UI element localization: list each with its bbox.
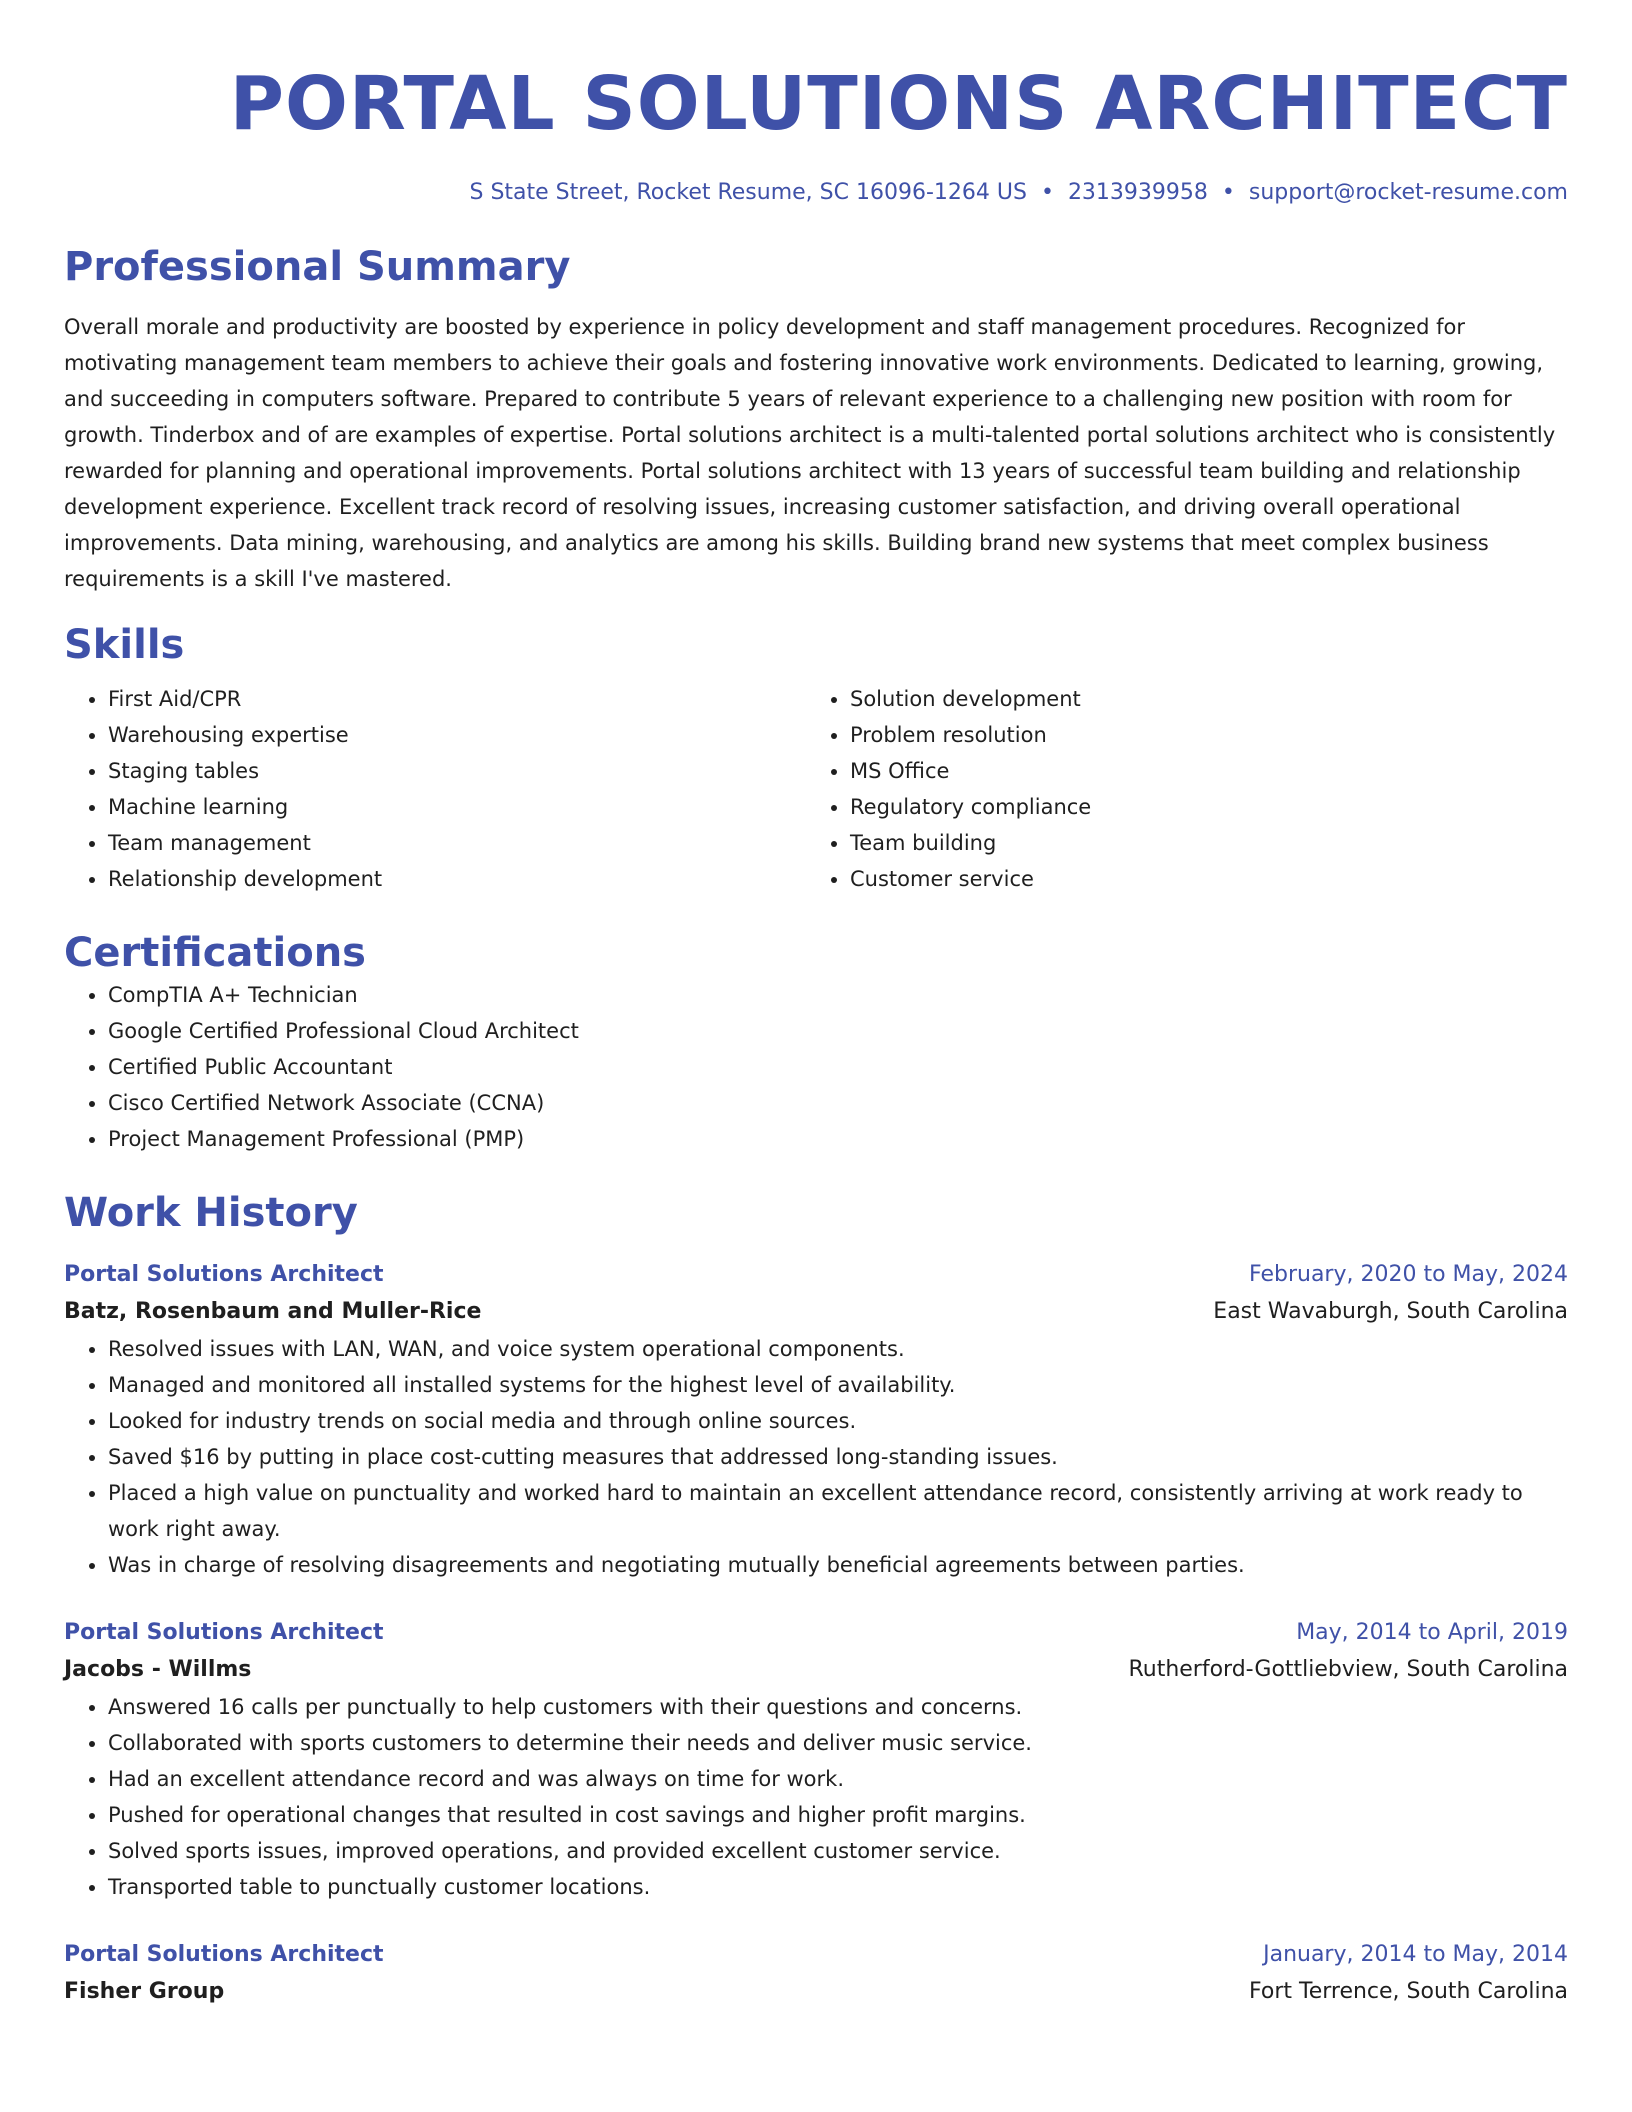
job-title-row — [64, 1257, 1568, 1293]
job-company-row — [64, 1651, 1568, 1689]
job-company-row — [64, 1973, 1568, 2011]
certification-item: • Certified Public Accountant — [108, 1049, 1568, 1085]
skill-item: • Staging tables — [108, 753, 806, 789]
job-dates: February, 2020 to May, 2024 — [1249, 1262, 1568, 1287]
job-entry — [64, 1937, 1568, 2011]
summary-heading: Professional Summary — [64, 244, 571, 290]
job-bullet: • Looked for industry trends on social media and through online sources. — [108, 1403, 1568, 1439]
skill-item: • First Aid/CPR — [108, 681, 806, 717]
job-company-row — [64, 1293, 1568, 1331]
resume-name: PORTAL SOLUTIONS ARCHITECT — [229, 61, 1568, 147]
job-bullet: • Transported table to punctually customer locations. — [108, 1869, 1568, 1905]
job-bullet: • Saved $16 by putting in place cost-cutting measures that addressed long-standing issues. — [108, 1439, 1568, 1475]
contact-separator: • — [1221, 180, 1235, 205]
job-bullet: • Solved sports issues, improved operations, and provided excellent customer service. — [108, 1833, 1568, 1869]
skill-item: • Team management — [108, 825, 806, 861]
job-company: Fisher Group — [64, 1979, 225, 2004]
job-entry — [64, 1257, 1568, 1583]
skill-item: • Machine learning — [108, 789, 806, 825]
skill-item: • Relationship development — [108, 861, 806, 897]
job-bullet: • Answered 16 calls per punctually to help customers with their questions and concerns. — [108, 1689, 1568, 1725]
skills-list-left — [64, 681, 806, 897]
skill-item: • Problem resolution — [850, 717, 1548, 753]
contact-email[interactable]: support@rocket-resume.com — [1248, 180, 1568, 205]
skill-item: • Warehousing expertise — [108, 717, 806, 753]
job-title: Portal Solutions Architect — [64, 1942, 384, 1967]
contact-address: S State Street, Rocket Resume, SC 16096-1264 US — [469, 180, 1027, 205]
skills-grid — [64, 681, 1568, 897]
job-location: Fort Terrence, South Carolina — [1249, 1979, 1568, 2004]
contact-phone: 2313939958 — [1067, 180, 1208, 205]
job-title: Portal Solutions Architect — [64, 1620, 384, 1645]
job-bullet: • Was in charge of resolving disagreements and negotiating mutually beneficial agreements between parties. — [108, 1547, 1568, 1583]
certification-item: • Cisco Certified Network Associate (CCNA) — [108, 1085, 1568, 1121]
skill-item: • Team building — [850, 825, 1548, 861]
job-bullet: • Pushed for operational changes that resulted in cost savings and higher profit margins. — [108, 1797, 1568, 1833]
certifications-list — [64, 977, 1568, 1157]
job-bullet: • Had an excellent attendance record and was always on time for work. — [108, 1761, 1568, 1797]
certification-item: • Project Management Professional (PMP) — [108, 1121, 1568, 1157]
summary-text: Overall morale and productivity are boosted by experience in policy development and staff management procedures. Recognized for motivating management team members to achieve their goals and fostering innovative work environments. Dedicated to learning, growing, and succeeding in computers software. Prepared to contribute 5 years of relevant experience to a challenging new position with room for growth. Tinderbox and of are examples of expertise. Portal solutions architect is a multi-talented portal solutions architect who is consistently rewarded for planning and operational improvements. Portal solutions architect with 13 years of successful team building and relationship development experience. Excellent track record of resolving issues, increasing customer satisfaction, and driving overall operational improvements. Data mining, warehousing, and analytics are among his skills. Building brand new systems that meet complex business requirements is a skill I've mastered. — [64, 315, 1556, 591]
job-location: East Wavaburgh, South Carolina — [1213, 1299, 1568, 1324]
job-title-row — [64, 1937, 1568, 1973]
job-bullet: • Managed and monitored all installed systems for the highest level of availability. — [108, 1367, 1568, 1403]
skill-item: • Customer service — [850, 861, 1548, 897]
job-location: Rutherford-Gottliebview, South Carolina — [1128, 1657, 1568, 1682]
skill-item: • Solution development — [850, 681, 1548, 717]
job-bullet: • Resolved issues with LAN, WAN, and voice system operational components. — [108, 1331, 1568, 1367]
job-dates: May, 2014 to April, 2019 — [1296, 1620, 1568, 1645]
job-title-row — [64, 1615, 1568, 1651]
work-history-heading: Work History — [64, 1190, 358, 1236]
job-title: Portal Solutions Architect — [64, 1262, 384, 1287]
contact-separator: • — [1040, 180, 1054, 205]
job-bullet: • Placed a high value on punctuality and worked hard to maintain an excellent attendance record, consistently arriving at work ready to work right away. — [108, 1475, 1568, 1547]
job-entry — [64, 1615, 1568, 1905]
skills-list-right — [806, 681, 1548, 897]
certifications-heading: Certifications — [64, 930, 366, 976]
job-bullet-list — [64, 1331, 1568, 1583]
certification-item: • Google Certified Professional Cloud Architect — [108, 1013, 1568, 1049]
job-company: Batz, Rosenbaum and Muller-Rice — [64, 1299, 482, 1324]
contact-line — [64, 180, 1568, 205]
skills-heading: Skills — [64, 622, 185, 668]
job-bullet: • Collaborated with sports customers to determine their needs and deliver music service. — [108, 1725, 1568, 1761]
job-dates: January, 2014 to May, 2014 — [1263, 1942, 1568, 1967]
job-bullet-list — [64, 1689, 1568, 1905]
job-company: Jacobs - Willms — [64, 1657, 252, 1682]
skill-item: • Regulatory compliance — [850, 789, 1548, 825]
certification-item: • CompTIA A+ Technician — [108, 977, 1568, 1013]
skill-item: • MS Office — [850, 753, 1548, 789]
